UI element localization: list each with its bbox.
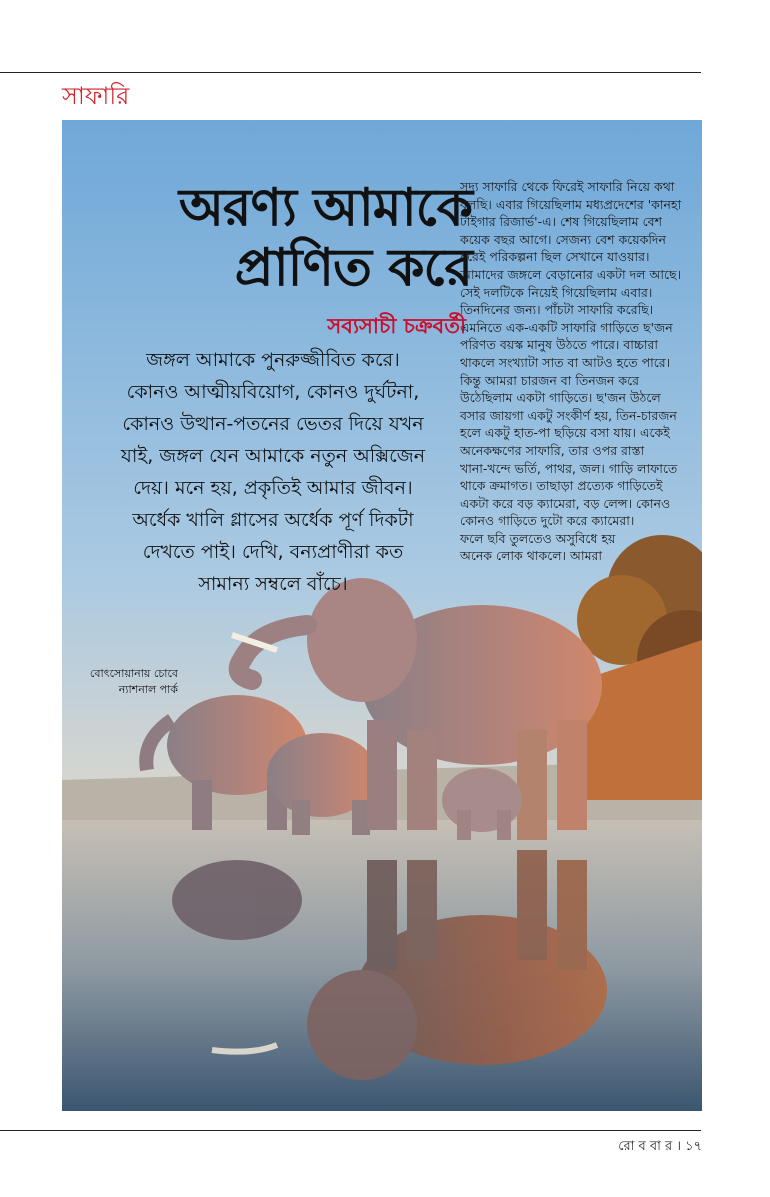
- title-line: প্রাণিত করে: [234, 237, 472, 298]
- body-line: ফলে ছবি তুলতেও অসুবিধে হয়: [460, 530, 616, 546]
- caption-line: ন্যাশনাল পার্ক: [118, 683, 178, 696]
- lead-line: যাই, জঙ্গল যেন আমাকে নতুন অক্সিজেন: [120, 445, 426, 467]
- caption-line: বোৎসোয়ানায় চোবে: [89, 667, 178, 680]
- body-line: বসার জায়গা একটু সংকীর্ণ হয়, তিন-চারজন: [460, 407, 677, 423]
- body-line: পরিণত বয়স্ক মানুষ উঠতে পারে। বাচ্চারা: [460, 337, 659, 353]
- lead-line: দেয়। মনে হয়, প্রকৃতিই আমার জীবন।: [133, 477, 413, 499]
- page-folio: রো ব বা র । ১৭: [618, 1139, 702, 1154]
- body-line: ধরেই পরিকল্পনা ছিল সেখানে যাওয়ার।: [460, 249, 650, 265]
- body-line: বলছি। এবার গিয়েছিলাম মধ্যপ্রদেশের 'কানহা: [460, 196, 682, 212]
- body-line: অনেক লোক থাকলে। আমরা: [460, 548, 603, 564]
- body-line: থাকে ক্রমাগত। তাছাড়া প্রত্যেক গাড়িতেই: [460, 478, 663, 494]
- lead-line: সামান্য সম্বলে বাঁচে।: [198, 573, 348, 595]
- body-line: হলে একটু হাত-পা ছড়িয়ে বসা যায়। একেই: [460, 425, 670, 441]
- author-byline: সব্যসাচী চক্রবর্তী: [327, 314, 466, 338]
- elephant-photo: [62, 120, 702, 1111]
- lead-line: কোনও আত্মীয়বিয়োগ, কোনও দুর্ঘটনা,: [126, 381, 420, 403]
- top-rule: [0, 72, 701, 73]
- lead-paragraph: [84, 344, 462, 600]
- body-line: খানা-খন্দে ভর্তি, পাথর, জল। গাড়ি লাফাতে: [460, 460, 678, 476]
- body-line: কয়েক বছর আগে। সেজন্য বেশ কয়েকদিন: [460, 231, 666, 247]
- lead-line: দেখতে পাই। দেখি, বন্যপ্রাণীরা কত: [142, 541, 404, 563]
- body-line: সদ্য সাফারি থেকে ফিরেই সাফারি নিয়ে কথা: [460, 179, 675, 194]
- body-line: তিনদিনের জন্য। পাঁচটা সাফারি করেছি।: [460, 302, 654, 318]
- body-line: উঠেছিলাম একটা গাড়িতে। ছ'জন উঠলে: [460, 390, 661, 406]
- body-line: একটা করে বড় ক্যামেরা, বড় লেন্স। কোনও: [460, 495, 671, 511]
- body-text-column: [460, 178, 702, 565]
- section-label: সাফারি: [62, 82, 130, 110]
- body-line: টাইগার রিজার্ভ'-এ। শেষ গিয়েছিলাম বেশ: [460, 214, 662, 230]
- article-title: [92, 178, 472, 298]
- body-line: এমনিতে এক-একটি সাফারি গাড়িতে ছ'জন: [460, 319, 673, 335]
- body-line: কিন্তু আমরা চারজন বা তিনজন করে: [460, 372, 640, 388]
- title-line: অরণ্য আমাকে: [178, 177, 472, 238]
- body-line: আমাদের জঙ্গলে বেড়ানোর একটা দল আছে।: [460, 266, 682, 282]
- body-line: অনেকক্ষণের সাফারি, তার ওপর রাস্তা: [460, 442, 645, 458]
- bottom-rule: [0, 1130, 701, 1131]
- body-line: সেই দলটিকে নিয়েই গিয়েছিলাম এবার।: [460, 284, 653, 300]
- body-line: কোনও গাড়িতে দুটো করে ক্যামেরা।: [460, 513, 635, 529]
- lead-line: অর্ধেক খালি গ্লাসের অর্ধেক পূর্ণ দিকটা: [132, 509, 414, 531]
- lead-line: কোনও উত্থান-পতনের ভেতর দিয়ে যখন: [122, 413, 424, 435]
- body-line: থাকলে সংখ্যাটা সাত বা আটও হতে পারে।: [460, 354, 671, 370]
- photo-caption: [62, 666, 178, 698]
- lead-line: জঙ্গল আমাকে পুনরুজ্জীবিত করে।: [146, 349, 400, 371]
